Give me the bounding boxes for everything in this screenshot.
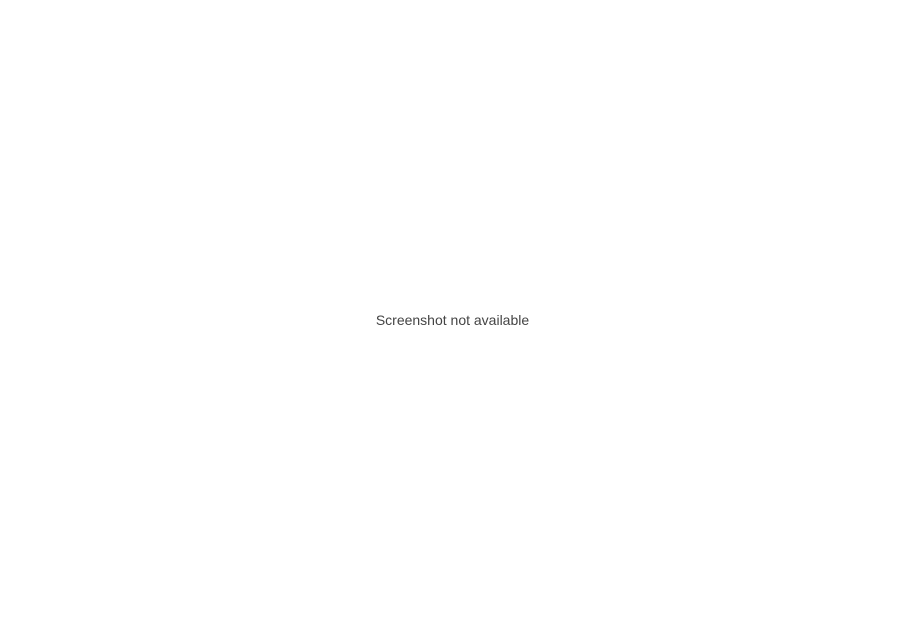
placeholder-message: Screenshot not available	[375, 312, 530, 328]
